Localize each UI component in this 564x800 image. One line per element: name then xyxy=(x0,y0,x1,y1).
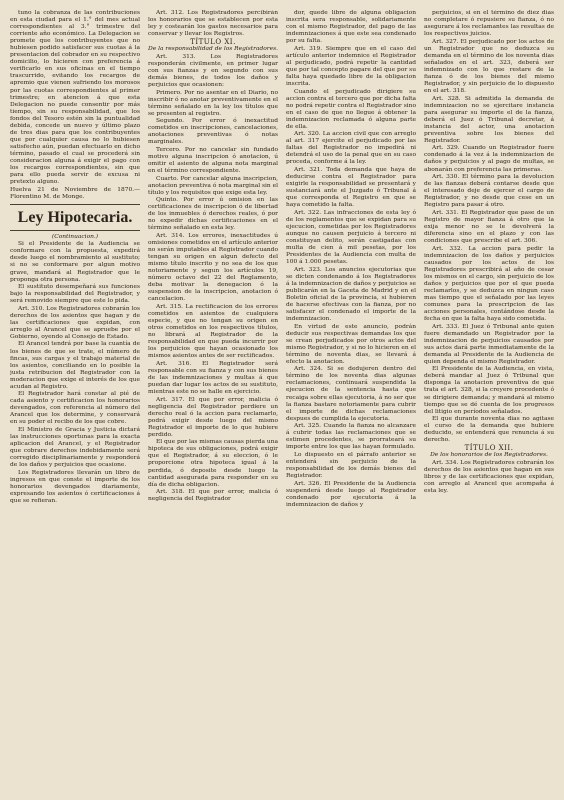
section-subtitle: (Continuacion.) xyxy=(51,233,99,240)
article-paragraph: Art. 325. Cuando la fianza no alcanzare á cubrir todas las reclamaciones que se estimen procedentes, se prorrateará su importe entre los que las hayan formulado. xyxy=(286,423,416,451)
article-paragraph: El Arancel tendrá por base la cuantía de los bienes de que se trate, el número de fincas, sus cargas y el trabajo material de los asientos, conciliando en lo posible la justa retribucion del Registrador con la moderacion que exige el interés de los que acudan al Registro. xyxy=(10,341,140,390)
column-1 xyxy=(10,10,140,794)
section-divider xyxy=(10,204,140,205)
article-paragraph: Art. 330. El término para la devolucion de las fianzas deberá contarse desde que el interesado deje de ejercer el cargo de Registrador, y no desde que cese en un Registro para pasar á otro. xyxy=(424,174,554,209)
article-paragraph: Art. 314. Los errores, inexactitudes ú omisiones cometidos en el artículo anterior no serán imputables al Registrador cuando tengan su origen en algun defecto del mismo título inscrito y no sea de los que notoriamente y segun los artículos 19, número octavo del 22 del Reglamento, deba motivar la denegacion ó la suspension de la inscripcion, anotacion ó cancelacion. xyxy=(148,232,278,303)
article-paragraph: El Ministro de Gracia y Justicia dictará las instrucciones oportunas para la exacta aplicacion del Arancel, y el Registrador que cobrare derechos indebidamente será corregido disciplinariamente y responderá de los daños y perjuicios que ocasione. xyxy=(10,427,140,469)
article-paragraph: Art. 321. Toda demanda que haya de deducirse contra el Registrador para exigirle la responsabilidad se presentará y sustanciará ante el Juzgado ó Tribunal á que corresponda el Registro en que se haya cometido la falta. xyxy=(286,167,416,209)
article-paragraph: Segundo. Por error ó inexactitud cometidos en inscripciones, cancelaciones, anotaciones preventivas ó notas marginales. xyxy=(148,118,278,146)
article-paragraph: Art. 318. El que por error, malicia ó negligencia del Registrador xyxy=(148,489,278,503)
chapter-subheading: De la responsabilidad de los Registradores. xyxy=(148,46,278,53)
article-paragraph: Art. 324. Si se dedujeren dentro del término de los noventa dias algunas reclamaciones, continuará suspendida la ejecucion de la sentencia hasta que recaiga sobre ellas ejecutoria, á no ser que la fianza bastare notoriamente para cubrir el importe de dichas reclamaciones despues de cumplida la ejecutoria. xyxy=(286,366,416,422)
article-paragraph: dor, quede libre de alguna obligacion inscrita sera responsable, solidariamente con el mismo Registrador, del pago de las indemnizaciones á que este sea condenado por su falta. xyxy=(286,10,416,45)
article-paragraph: Art. 316. El Registrador será responsable con su fianza y con sus bienes de las indemnizaciones y multas á que puedan dar lugar los actos de su sustituto, mientras este no se halle en ejercicio. xyxy=(148,360,278,395)
article-paragraph: Art. 334. Los Registradores cobrarán los derechos de los asientos que hagan en sus libros y de las certificaciones que expidan, con arreglo al Arancel que acompaña á esta ley. xyxy=(424,459,554,495)
article-paragraph: Art. 332. La accion para pedir la indemnizacion de los daños y perjuicios causados por los actos de los Registradores prescribirá al año de cesar los mismos en el cargo, sin perjuicio de los daños y perjuicios que por el que pueda reclamarlos, y se deduzca en ningun caso mas tiempo que el señalado por las leyes comunes para la prescripcion de las acciones personales, contándose desde la fecha en que la falta haya sido cometida. xyxy=(424,245,554,323)
columns xyxy=(10,10,554,794)
article-paragraph: tuno la cobranza de las contribuciones en esta ciudad para el 1.° del mes actual correspondientes al 3.° trimestre del corriente año económico. La Delegacion se promete que los contribuyentes que no hubiesen podido satisfacer sus cuotas á la presentacion del cobrador en su respectivo domicilio, lo hicieren con preferencia á verificarlo en sus oficinas en el tiempo trascurrido, evitando los recargos de apremio que vienen sufriendo los morosos por las cuotas correspondientes al primer trimestre; en atencion á que esta Delegacion no puede consentir por más tiempo, sin su responsabilidad, que los fondos del Tesoro estén sin la puntualidad debida, concede un nuevo y último plazo de tres dias para que los contribuyentes que por cualquier causa no lo hubiesen satisfecho aún, puedan efectuarlo en dicho término, pasado el cual se procederá sin consideracion alguna á exigir el pago con los recargos correspondientes, sin que para ello pueda servir de excusa ni pretexto alguno. xyxy=(10,10,140,186)
signature-line: Huelva 21 de Noviembre de 1870.—Florentino M. de Monge. xyxy=(10,186,140,200)
chapter-subheading: De los honorarios de los Registradores. xyxy=(430,452,548,459)
article-paragraph: Lo dispuesto en el párrafo anterior se entenderá sin perjuicio de la responsabilidad de los demás bienes del Registrador. xyxy=(286,451,416,480)
article-paragraph: Art. 323. Los anuncios ejecutorias que se dicten condenando á los Registradores á la indemnizacion de daños y perjuicios se publicarán en la Gaceta de Madrid y en el Boletin oficial de la provincia, si hubieren de hacerse efectivas con la fianza, por no satisfacer el condenado el importe de la indemnizacion. xyxy=(286,266,416,323)
article-paragraph: El que por las mismas causas pierda una hipoteca de sus obligaciones, podrá exigir que el Registrador, á su eleccion, ó le proporcione otra hipoteca igual á la perdida, ó deposite desde luego la cantidad asegurada para responder en su día de dicha obligacion. xyxy=(148,439,278,488)
article-paragraph: El que durante noventa dias no agitase el curso de la demanda que hubiere deducido, se entenderá que renuncia á su derecho. xyxy=(424,416,554,444)
article-paragraph: Art. 320. La accion civil que con arreglo al art. 317 ejercite el perjudicado por las faltas del Registrador no impedirá ni detendrá el uso de la penal que en su caso proceda, conforme á la ley. xyxy=(286,131,416,166)
chapter-heading: TÍTULO XII. xyxy=(464,443,514,452)
column-3 xyxy=(286,10,416,794)
article-paragraph: Art. 319. Siempre que en el caso del artículo anterior indemnice el Registrador al perjudicado, podrá repetir la cantidad que por tal concepto pagare del que por su falta haya quedado libre de la obligacion inscrita. xyxy=(286,45,416,87)
article-paragraph: Art. 312. Los Registradores percibirán los honorarios que se establecen por esta ley y costearán los gastos necesarios para conservar y llevar los Registros. xyxy=(148,10,278,38)
article-paragraph: Art. 317. El que por error, malicia ó negligencia del Registrador perdiere un derecho real ó la accion para reclamarlo, podrá exigir desde luego del mismo Registrador el importe de lo que hubiere perdido. xyxy=(148,396,278,438)
column-4 xyxy=(424,10,554,794)
article-paragraph: Art. 310. Los Registradores cobrarán los derechos de los asientos que hagan y de las certificaciones que expidan, con arreglo al Arancel que se apruebe por el Gobierno, oyendo al Consejo de Estado. xyxy=(10,305,140,340)
article-paragraph: Art. 322. Las infracciones de esta ley ó de los reglamentos que se expidan para su ejecucion, cometidas por los Registradores aunque no causen perjuicio á tercero ni constituyan delito, serán castigadas con multa de cien á mil pesetas, por los Presidentes de la Audiencia con multa de 100 á 1.000 pesetas. xyxy=(286,209,416,266)
chapter-heading: TÍTULO XI. xyxy=(190,37,236,46)
article-paragraph: Si el Presidente de la Audiencia se conformare con la propuesta, expedirá desde luego el nombramiento al sustituto; si no se conformare por algun motivo grave, mandará al Registrador que le proponga otra persona. xyxy=(10,241,140,283)
section-divider xyxy=(10,230,140,231)
column-2 xyxy=(148,10,278,794)
article-paragraph: perjuicios, si en el término de diez dias no completare ó repusiere su fianza, ó no asegurare á los reclamantes las resultas de los respectivos juicios. xyxy=(424,10,554,38)
article-paragraph: Quinto. Por error ú omision en las certificaciones de inscripcion ó de libertad de los inmuebles ó derechos reales, ó por no expedir dichas certificaciones en el término señalado en esta ley. xyxy=(148,197,278,232)
article-paragraph: Art. 315. La rectificacion de los errores cometidos en asientos de cualquiera especie, y que no tengan su origen en otros cometidos en los respectivos títulos, no librará al Registrador de la responsabilidad en que pueda incurrir por los perjuicios que hayan ocasionado los mismos asientos antes de ser rectificados. xyxy=(148,303,278,360)
article-paragraph: El Registrador hará constar al pié de cada asiento y certificacion los honorarios devengados, con referencia al número del Arancel que los determine, y conservará en su poder el recibo de los que cobre. xyxy=(10,391,140,426)
article-paragraph: Los Registradores llevarán un libro de ingresos en que conste el importe de los honorarios devengados diariamente, expresando los asientos ó certificaciones á que se refieran. xyxy=(10,469,140,504)
article-paragraph: Tercero. Por no cancelar sin fundado motivo alguna inscripcion ó anotacion, ú omitir el asiento de alguna nota marginal en el término correspondiente. xyxy=(148,146,278,175)
article-paragraph: Cuando el perjudicado dirigiere su accion contra el tercero que por dicha falta no podrá repetir contra el Registrador sino en el caso de que no llegue á obtener la indemnizacion reclamada ó alguna parte de ella. xyxy=(286,88,416,130)
article-paragraph: Art. 329. Cuando un Registrador fuere condenado á la vez á la indemnizacion de daños y perjuicios y al pago de multas, se abonarán con preferencia las primeras. xyxy=(424,145,554,173)
article-paragraph: Art. 326. El Presidente de la Audiencia suspenderá desde luego al Registrador condenado por ejecutoria á la indemnizacion de daños y xyxy=(286,480,416,508)
article-paragraph: Art. 331. El Registrador que pase de un Registro de mayor fianza á otro que la exija menor no se le devolverá la diferencia sino en el plazo y con las condiciones que prescribe el art. 306. xyxy=(424,209,554,244)
article-paragraph: Art. 333. El Juez ó Tribunal ante quien fuere demandado un Registrador por la indemnizacion de perjuicios causados por sus actos dará parte inmediatamente de la demanda al Presidente de la Audiencia de quien dependa el mismo Registrador. xyxy=(424,323,554,365)
article-paragraph: El sustituto desempeñará sus funciones bajo la responsabilidad del Registrador, y será removido siempre que este lo pida. xyxy=(10,284,140,305)
article-paragraph: Art. 313. Los Registradores responderán civilmente, en primer lugar con sus fianzas y en segundo con sus demás bienes, de todos los daños y perjuicios que ocasionen: xyxy=(148,53,278,88)
article-paragraph: Cuarto. Por cancelar alguna inscripcion, anotacion preventiva ó nota marginal sin el título y los requisitos que exige esta ley. xyxy=(148,175,278,196)
article-paragraph: Art. 328. Si admitida la demanda de indemnizacion no se ejercitare instancia para asegurar su importe el de la fianza, deberá el Juez ó Tribunal decretar, á instancia del actor, una anotacion preventiva sobre los bienes del Registrador. xyxy=(424,95,554,144)
article-paragraph: El Presidente de la Audiencia, en vista, deberá mandar al Juez ó Tribunal que disponga la anotacion preventiva de que trata el art. 328, si la creyere procedente ó se dirigiere demanda; y mandará al mismo tiempo que se dé cuenta de los progresos del litigio en períodos señalados. xyxy=(424,366,554,415)
article-paragraph: Primero. Por no asentar en el Diario, no inscribir ó no anotar preventivamente en el término señalado en la ley los títulos que se presenten al registro. xyxy=(148,89,278,117)
section-title: Ley Hipotecaria. xyxy=(17,208,133,226)
article-paragraph: Art. 327. El perjudicado por los actos de un Registrador que no deduzca su demanda en el término de los noventa dias señalados en el art. 323, deberá ser indemnizado con lo que restare de la fianza ó de los bienes del mismo Registrador, y sin perjuicio de lo dispuesto en el art. 318. xyxy=(424,38,554,95)
article-paragraph: En virtud de este anuncio, podrán deducir sus respectivas demandas los que se crean perjudicados por otros actos del mismo Registrador, y si no lo hicieren en el término de noventa dias, se llevará á efecto la anotacion. xyxy=(286,323,416,365)
